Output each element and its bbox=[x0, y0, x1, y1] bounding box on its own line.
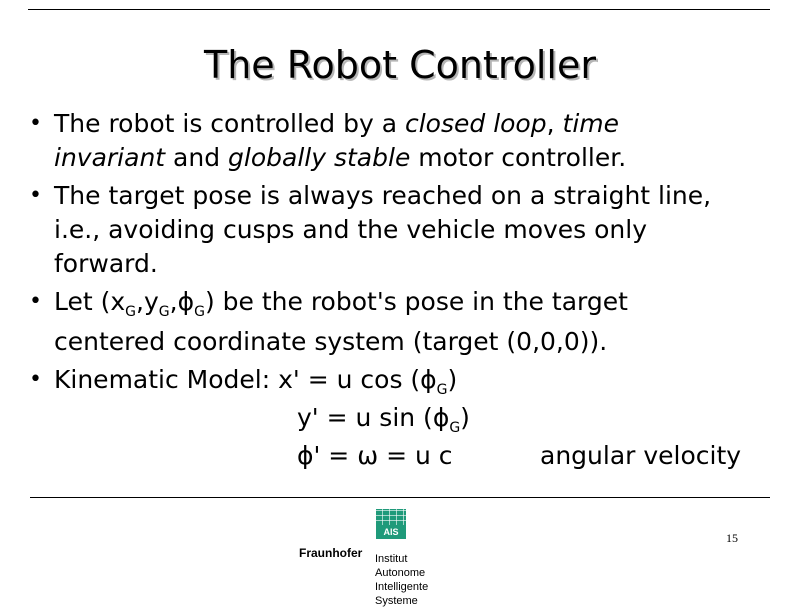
top-rule bbox=[28, 9, 770, 10]
bullet-dot-icon: • bbox=[29, 111, 42, 136]
ais-logo-icon bbox=[376, 509, 406, 539]
kinematic-eq-3: ϕ' = ω = u c angular velocity bbox=[54, 439, 786, 473]
bullet-dot-icon: • bbox=[29, 367, 42, 392]
bullet-3 bbox=[26, 285, 786, 359]
bullet-2 bbox=[26, 179, 786, 281]
kinematic-eq-2: y' = u $\sin (\phi_G)$ bbox=[297, 403, 470, 436]
bullet-3-line-1: Let $(x_G,y_G,\phi_G)$ be the robot's pose in the target bbox=[54, 287, 628, 320]
bullet-2-line-1: The target pose is always reached on a straight line, bbox=[54, 181, 712, 210]
angular-velocity-note: angular velocity bbox=[540, 441, 742, 470]
bullet-2-line-2: i.e., avoiding cusps and the vehicle moves only bbox=[54, 215, 648, 244]
bullet-dot-icon: • bbox=[29, 289, 42, 314]
bullet-2-line-3: forward. bbox=[54, 249, 158, 278]
bullet-1 bbox=[26, 107, 786, 175]
institute-name: Institut Autonome Intelligente Systeme bbox=[375, 553, 429, 607]
slide-title: The Robot Controller bbox=[204, 43, 596, 87]
bullet-1-line-2: invariant and globally stable motor controller. bbox=[54, 143, 627, 172]
kinematic-eq-1: Kinematic Model: x' = u $\cos (\phi_G)$ bbox=[54, 365, 458, 398]
bullet-3-line-2: centered coordinate system (target (0,0,0)). bbox=[54, 327, 608, 356]
bullet-list bbox=[26, 107, 786, 477]
bullet-1-line-1: The robot is controlled by a closed loop, time bbox=[54, 109, 619, 138]
fraunhofer-wordmark: Fraunhofer bbox=[299, 546, 363, 560]
ais-logo-text: AIS bbox=[383, 527, 399, 537]
kinematic-label: Kinematic Model: bbox=[54, 365, 279, 394]
bullet-dot-icon: • bbox=[29, 183, 42, 208]
bullet-4 bbox=[26, 363, 786, 473]
page-number: 15 bbox=[726, 531, 738, 545]
bottom-rule bbox=[30, 497, 770, 498]
